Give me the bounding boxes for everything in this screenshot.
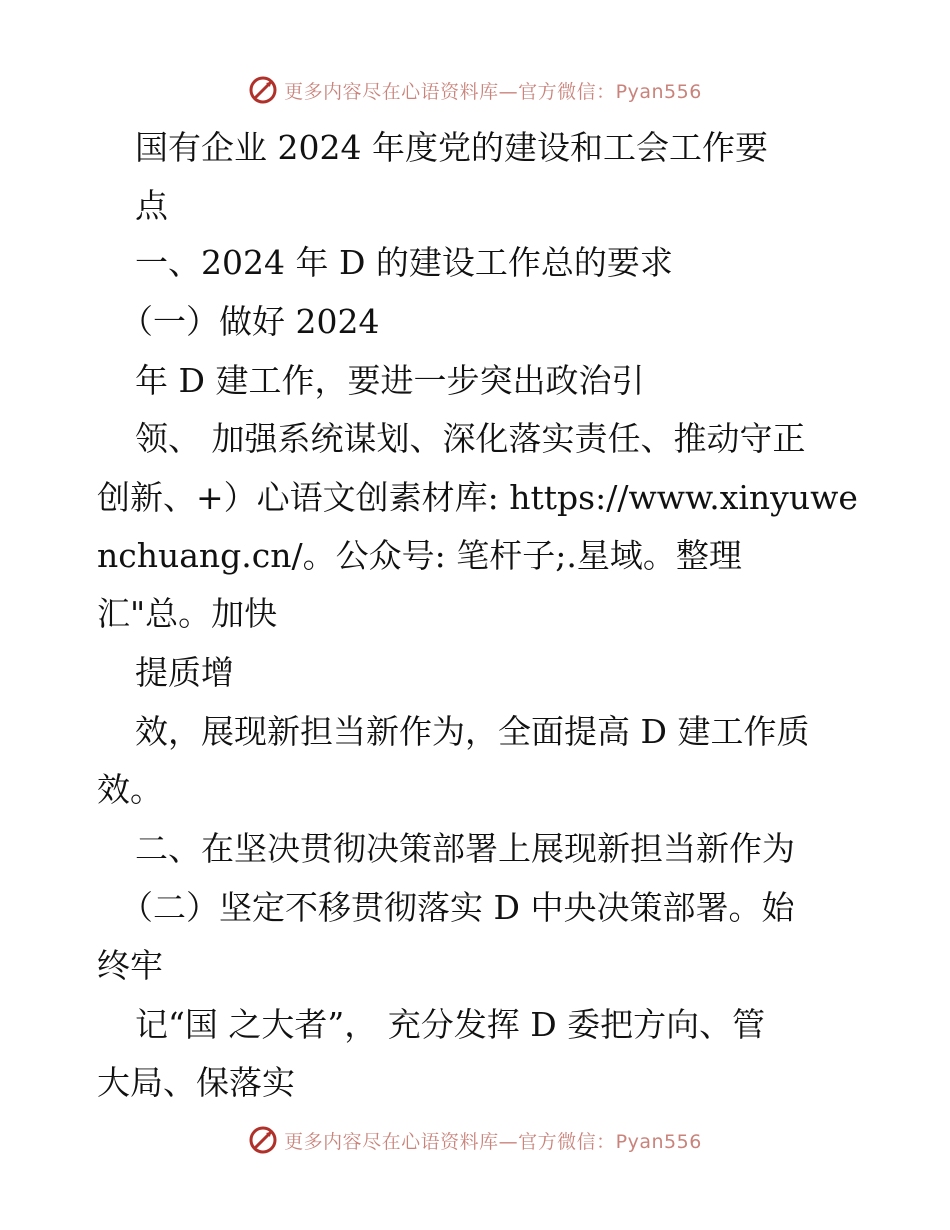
paragraph-line: 效。	[97, 770, 163, 809]
pen-logo-icon	[248, 75, 278, 105]
paragraph-line: nchuang.cn/。公众号: 笔杆子;.星域。整理	[97, 536, 742, 575]
footer-watermark-text: 更多内容尽在心语资料库—官方微信：Pyan556	[284, 1130, 702, 1153]
section-heading-1: 一、2024 年 D 的建设工作总的要求	[135, 243, 673, 282]
pen-logo-icon	[248, 1125, 278, 1155]
doc-title-line-2: 点	[135, 186, 168, 225]
paragraph-line: 终牢	[97, 946, 163, 985]
paragraph-line: 记“国 之大者”， 充分发挥 D 委把方向、管	[135, 1005, 766, 1044]
paragraph-line: 领、 加强系统谋划、深化落实责任、推动守正	[135, 419, 806, 458]
header-watermark-text: 更多内容尽在心语资料库—官方微信：Pyan556	[284, 80, 702, 103]
section-heading-2: 二、在坚决贯彻决策部署上展现新担当新作为	[135, 829, 795, 868]
paragraph-line: 创新、+）心语文创素材库: https://www.xinyuwe	[97, 478, 858, 517]
header-watermark-banner	[0, 70, 950, 110]
paragraph-line: 汇"总。加快	[97, 594, 278, 633]
paragraph-line: 效，展现新担当新作为，全面提高 D 建工作质	[135, 712, 810, 751]
paragraph-line: 大局、保落实	[97, 1063, 295, 1102]
paragraph-line: 提质增	[135, 653, 234, 692]
footer-watermark-banner	[0, 1120, 950, 1160]
doc-title-line-1: 国有企业 2024 年度党的建设和工会工作要	[135, 128, 768, 167]
subsection-heading-1: （一）做好 2024	[120, 302, 380, 341]
paragraph-line: 年 D 建工作，要进一步突出政治引	[135, 361, 645, 400]
subsection-heading-2: （二）坚定不移贯彻落实 D 中央决策部署。始	[120, 888, 795, 927]
